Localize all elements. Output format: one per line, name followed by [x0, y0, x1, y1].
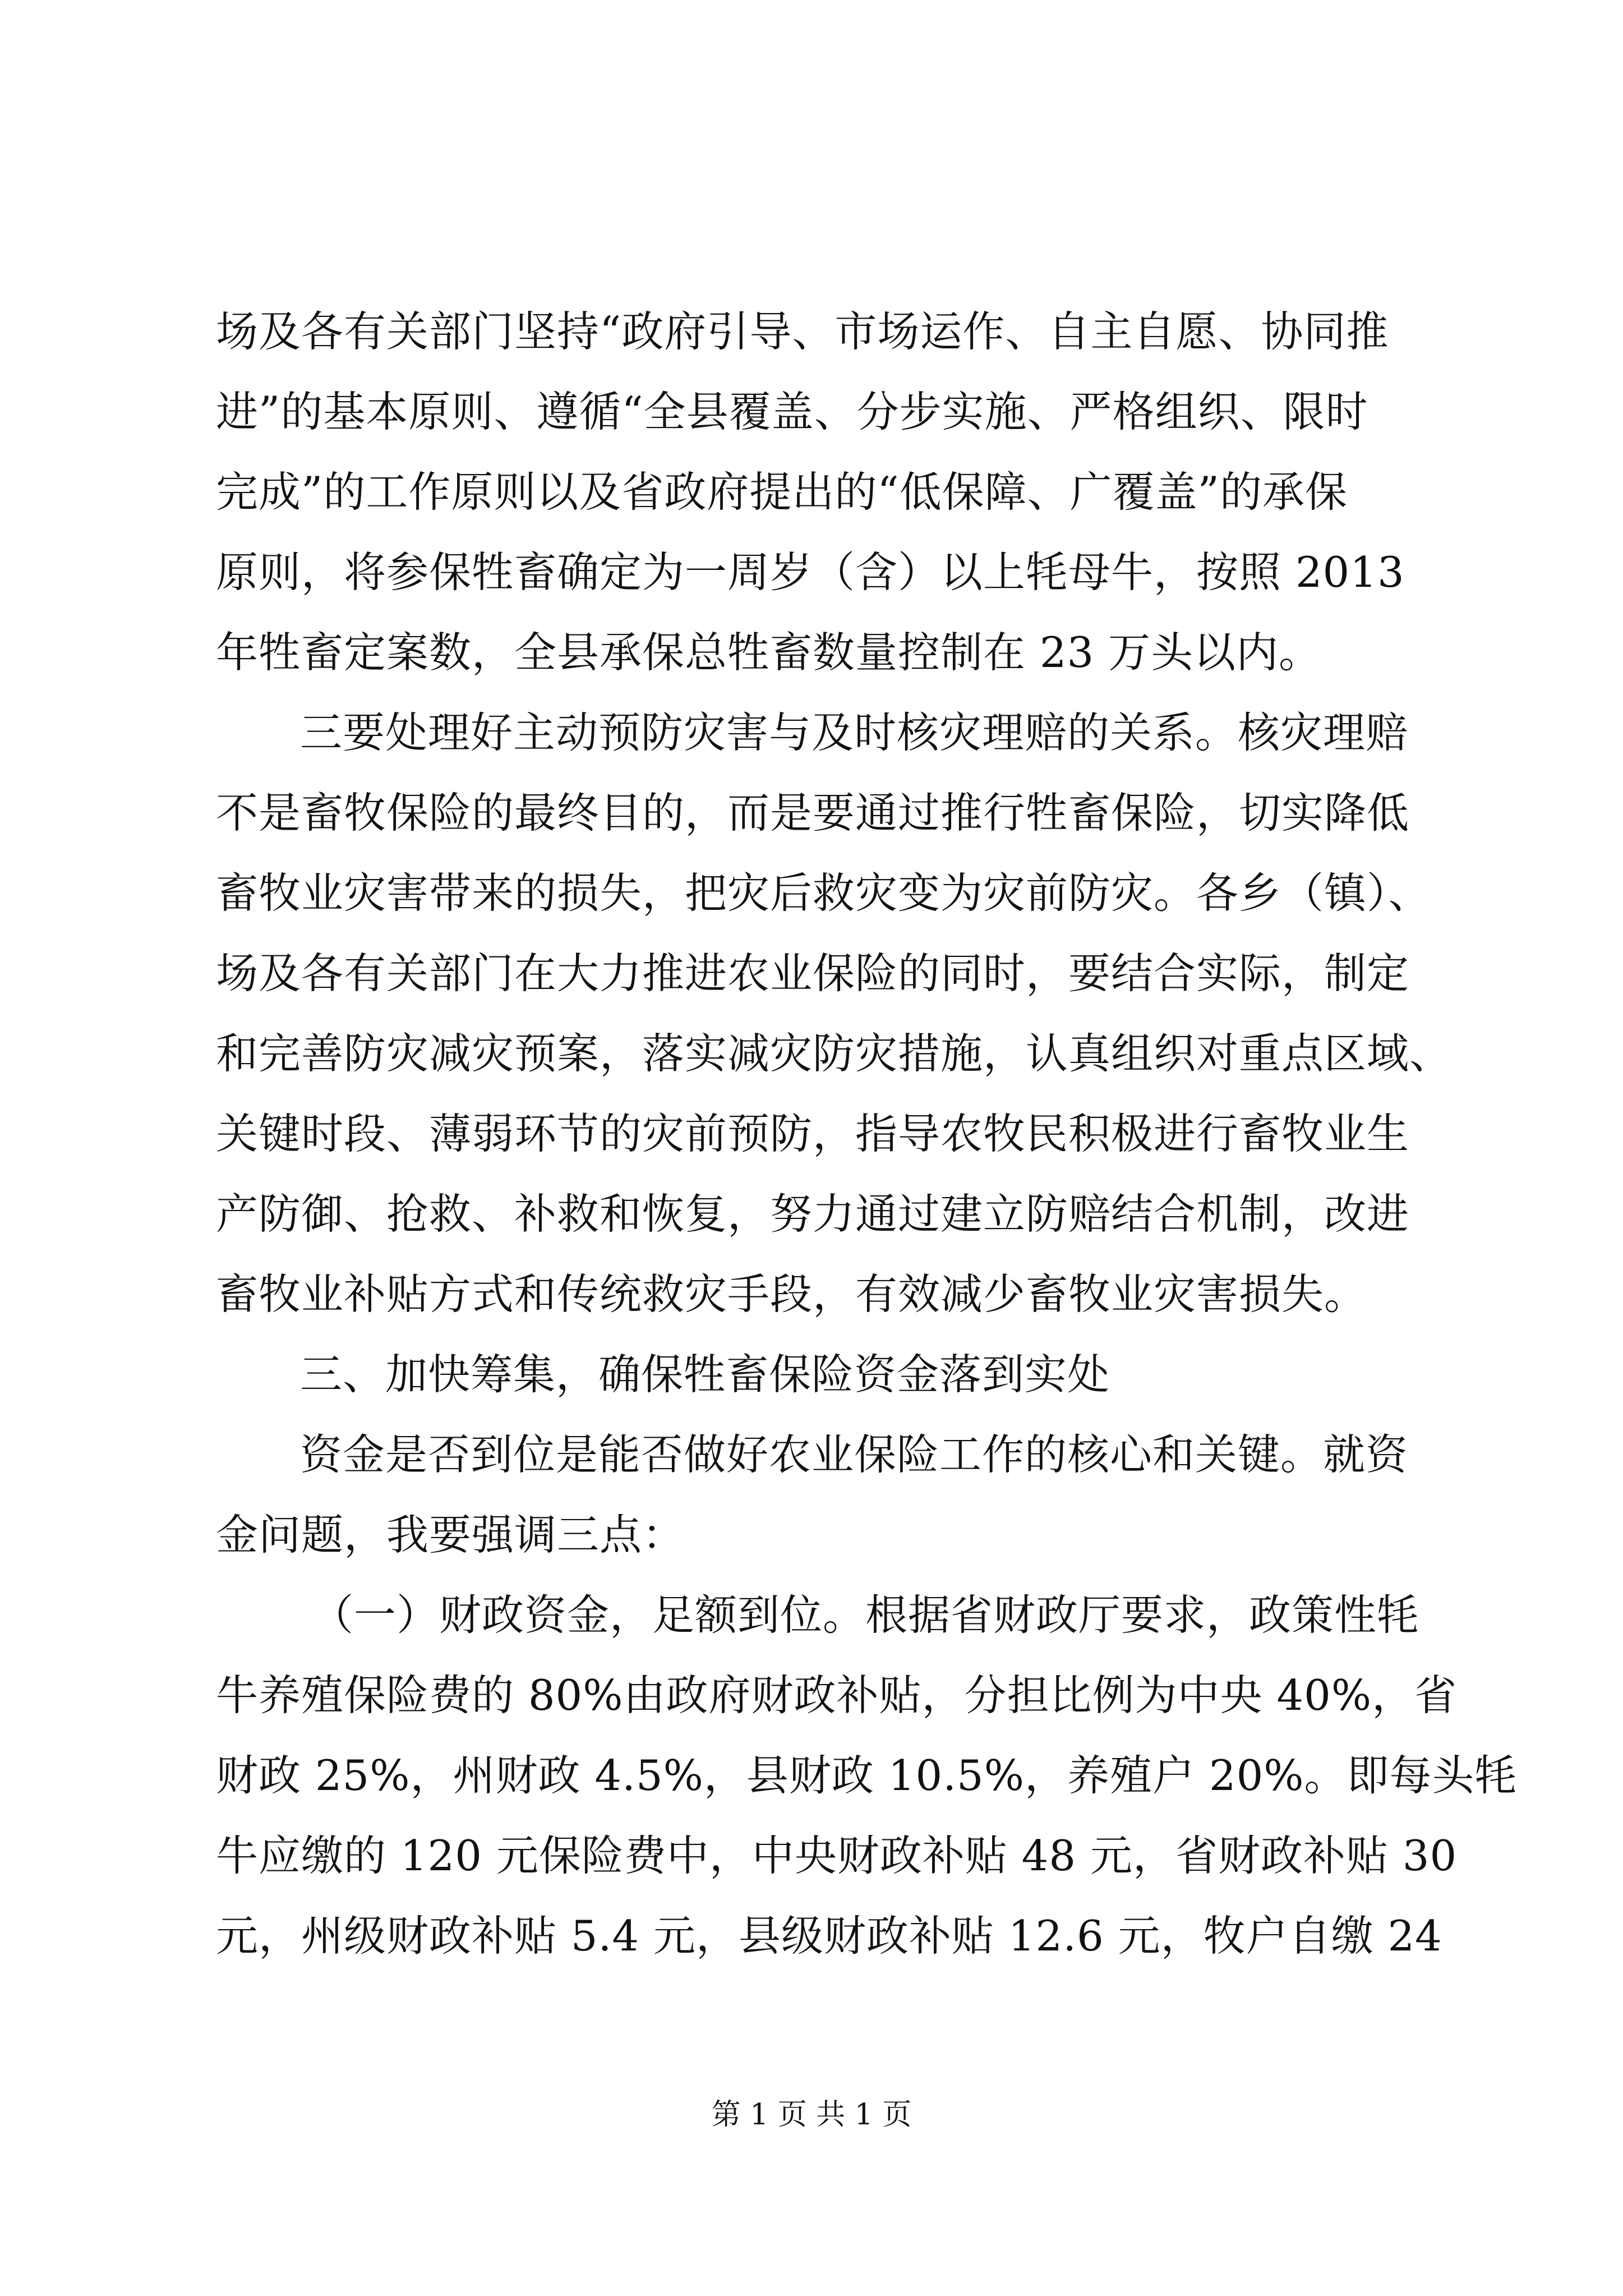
section-heading: 三、加快筹集，确保牲畜保险资金落到实处 [300, 1350, 1110, 1399]
text-line: 原则，将参保牲畜确定为一周岁（含）以上牦母牛，按照 2013 [216, 547, 1405, 597]
text-line: 元，州级财政补贴 5.4 元，县级财政补贴 12.6 元，牧户自缴 24 [216, 1911, 1442, 1961]
text-line: （一）财政资金，足额到位。根据省财政厅要求，政策性牦 [311, 1590, 1420, 1640]
text-line: 不是畜牧保险的最终目的，而是要通过推行牲畜保险，切实降低 [216, 788, 1410, 838]
text-line: 场及各有关部门坚持“政府引导、市场运作、自主自愿、协同推 [216, 307, 1389, 356]
text-line: 牛应缴的 120 元保险费中，中央财政补贴 48 元，省财政补贴 30 [216, 1831, 1458, 1880]
text-line: 场及各有关部门在大力推进农业保险的同时，要结合实际，制定 [216, 949, 1410, 998]
page-footer: 第 1 页 共 1 页 [711, 2098, 912, 2132]
text-line: 金问题，我要强调三点： [216, 1510, 685, 1559]
text-line: 财政 25%，州财政 4.5%，县财政 10.5%，养殖户 20%。即每头牦 [216, 1751, 1518, 1800]
text-line: 进”的基本原则、遵循“全县覆盖、分步实施、严格组织、限时 [216, 387, 1368, 436]
text-line: 资金是否到位是能否做好农业保险工作的核心和关键。就资 [300, 1430, 1409, 1479]
text-line: 关键时段、薄弱环节的灾前预防，指导农牧民积极进行畜牧业生 [216, 1109, 1410, 1158]
text-line: 完成”的工作原则以及省政府提出的“低保障、广覆盖”的承保 [216, 467, 1348, 517]
document-body [216, 292, 1518, 1976]
text-line: 产防御、抢救、补救和恢复，努力通过建立防赔结合机制，改进 [216, 1189, 1410, 1239]
text-line: 畜牧业补贴方式和传统救灾手段，有效减少畜牧业灾害损失。 [216, 1269, 1367, 1319]
text-line: 年牲畜定案数，全县承保总牲畜数量控制在 23 万头以内。 [216, 628, 1322, 677]
text-line: 和完善防灾减灾预案，落实减灾防灾措施，认真组织对重点区域、 [216, 1029, 1453, 1078]
text-line: 三要处理好主动预防灾害与及时核灾理赔的关系。核灾理赔 [300, 708, 1409, 757]
text-line: 畜牧业灾害带来的损失，把灾后救灾变为灾前防灾。各乡（镇）、 [216, 868, 1431, 918]
text-line: 牛养殖保险费的 80%由政府财政补贴，分担比例为中央 40%，省 [216, 1671, 1458, 1720]
